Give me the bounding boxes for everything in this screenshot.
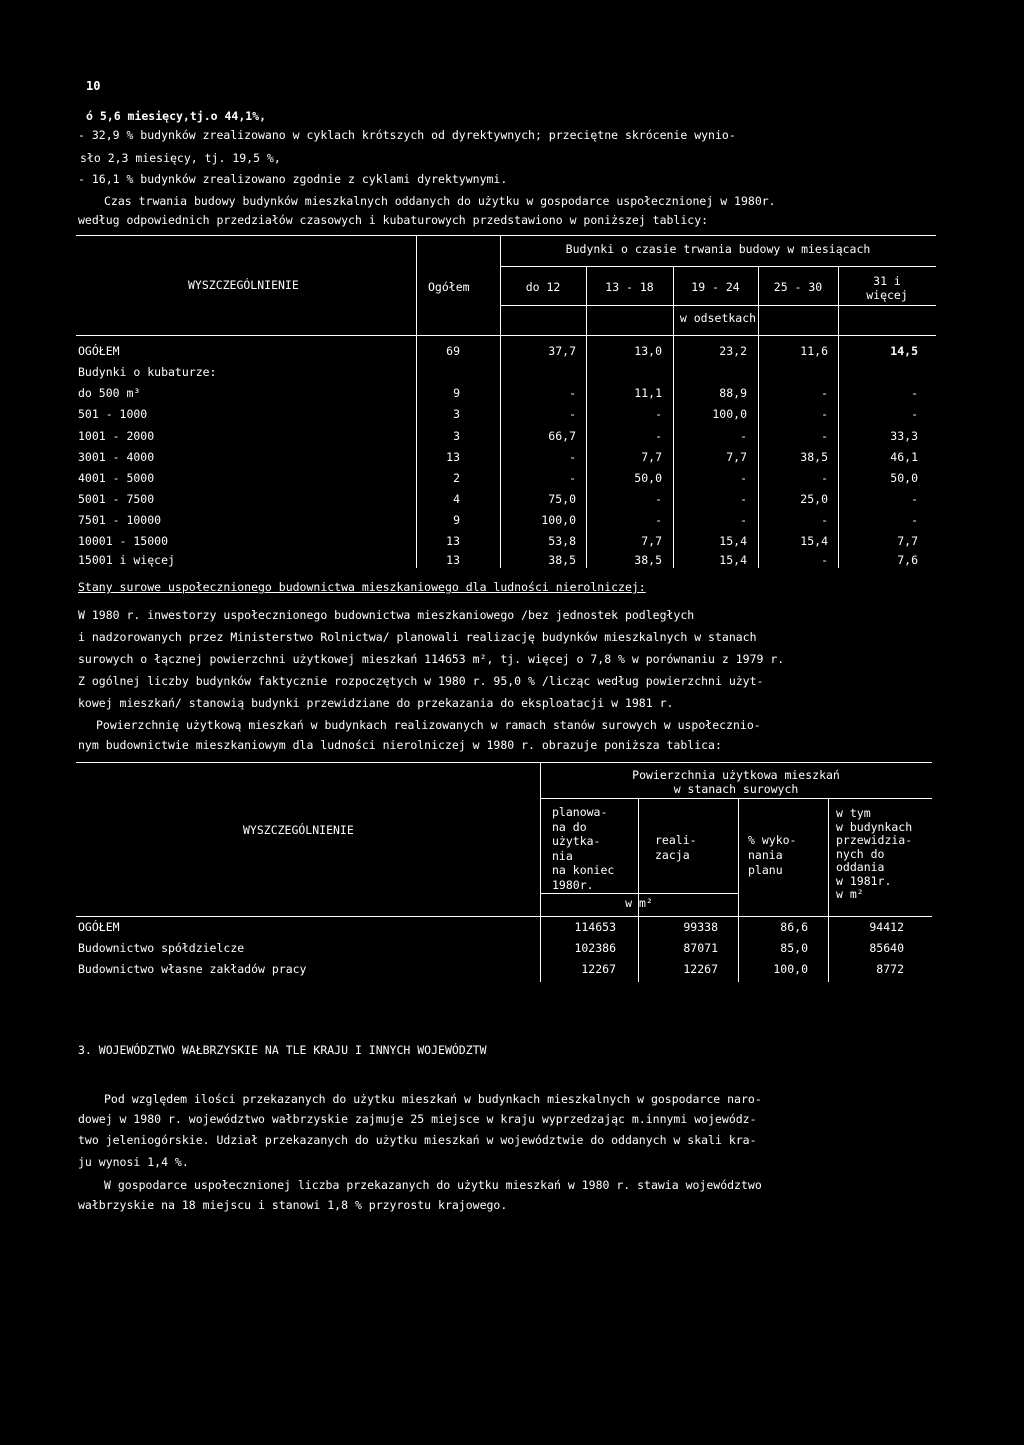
- cell: 15,4: [719, 553, 747, 567]
- cell: 15,4: [719, 534, 747, 548]
- table-rule: [76, 235, 936, 236]
- cell: 53,8: [548, 534, 576, 548]
- cell: 3: [453, 429, 460, 443]
- cell: 85,0: [780, 941, 808, 955]
- table-rule: [76, 335, 936, 336]
- final-line: W gospodarce uspołecznionej liczba przekazanych do użytku mieszkań w 1980 r. stawia województwo: [104, 1178, 762, 1192]
- row-label: 7501 - 10000: [78, 513, 162, 527]
- cell: 23,2: [719, 344, 747, 358]
- row-label: 1001 - 2000: [78, 429, 155, 443]
- row-label: Budynki o kubaturze:: [78, 365, 217, 379]
- intro-line: sło 2,3 miesięcy, tj. 19,5 %,: [80, 151, 281, 165]
- section3-heading: 3. WOJEWÓDZTWO WAŁBRZYSKIE NA TLE KRAJU I INNYCH WOJEWÓDZTW: [78, 1043, 487, 1057]
- page-number: 10: [86, 79, 101, 93]
- header-group: Powierzchnia użytkowa mieszkań w stanach surowych: [632, 768, 840, 796]
- cell: 114653: [574, 920, 616, 934]
- cell: 100,0: [712, 407, 747, 421]
- cell: 50,0: [634, 471, 662, 485]
- middle-line: Z ogólnej liczby budynków faktycznie rozpoczętych w 1980 r. 95,0 % /licząc według powierzchni użyt-: [78, 674, 764, 688]
- cell: 100,0: [773, 962, 808, 976]
- cell: -: [740, 429, 747, 443]
- column-header: reali- zacja: [655, 833, 697, 862]
- intro-line: Czas trwania budowy budynków mieszkalnych oddanych do użytku w gospodarce uspołecznionej w 1980r.: [104, 194, 776, 208]
- header-group: Budynki o czasie trwania budowy w miesiącach: [565, 242, 871, 256]
- middle-line: Powierzchnię użytkową mieszkań w budynkach realizowanych w ramach stanów surowych w uspołecznio-: [96, 718, 761, 732]
- cell: -: [569, 386, 576, 400]
- cell: -: [569, 407, 576, 421]
- cell: 85640: [869, 941, 904, 955]
- cell: 46,1: [890, 450, 918, 464]
- row-label: Budownictwo spółdzielcze: [78, 941, 245, 955]
- cell: 7,7: [726, 450, 747, 464]
- final-line: Pod względem ilości przekazanych do użytku mieszkań w budynkach mieszkalnych w gospodarce naro-: [104, 1092, 762, 1106]
- row-label: 5001 - 7500: [78, 492, 155, 506]
- final-line: wałbrzyskie na 18 miejscu i stanowi 1,8 % przyrostu krajowego.: [78, 1198, 508, 1212]
- cell: 14,5: [890, 344, 918, 358]
- header-specification: WYSZCZEGÓLNIENIE: [188, 278, 299, 292]
- cell: -: [911, 513, 918, 527]
- cell: 94412: [869, 920, 904, 934]
- cell: -: [655, 429, 662, 443]
- header-specification: WYSZCZEGÓLNIENIE: [243, 823, 354, 837]
- cell: -: [655, 492, 662, 506]
- row-label: 3001 - 4000: [78, 450, 155, 464]
- column-header: % wyko- nania planu: [748, 833, 797, 877]
- cell: -: [569, 450, 576, 464]
- cell: 102386: [574, 941, 616, 955]
- cell: 9: [453, 386, 460, 400]
- cell: 13: [446, 553, 460, 567]
- cell: 99338: [683, 920, 718, 934]
- cell: -: [821, 513, 828, 527]
- middle-line: W 1980 r. inwestorzy uspołecznionego budownictwa mieszkaniowego /bez jednostek podległych: [78, 608, 695, 622]
- cell: 4: [453, 492, 460, 506]
- cell: -: [821, 407, 828, 421]
- cell: 38,5: [548, 553, 576, 567]
- row-label: OGÓŁEM: [78, 344, 120, 358]
- header-total: Ogółem: [428, 280, 470, 294]
- unit-label: w m²: [625, 896, 653, 910]
- cell: 87071: [683, 941, 718, 955]
- table-rule: [540, 893, 738, 894]
- cell: 12267: [581, 962, 616, 976]
- cell: 50,0: [890, 471, 918, 485]
- cell: 100,0: [541, 513, 576, 527]
- row-label: OGÓŁEM: [78, 920, 120, 934]
- cell: 86,6: [780, 920, 808, 934]
- row-label: Budownictwo własne zakładów pracy: [78, 962, 307, 976]
- cell: -: [821, 553, 828, 567]
- final-line: ju wynosi 1,4 %.: [78, 1155, 189, 1169]
- table-rule: [540, 798, 932, 799]
- cell: 7,6: [897, 553, 918, 567]
- intro-line: ó 5,6 miesięcy,tj.o 44,1%,: [86, 109, 267, 123]
- cell: -: [740, 492, 747, 506]
- cell: -: [655, 407, 662, 421]
- cell: -: [655, 513, 662, 527]
- cell: 9: [453, 513, 460, 527]
- cell: -: [821, 386, 828, 400]
- cell: 75,0: [548, 492, 576, 506]
- row-label: 501 - 1000: [78, 407, 148, 421]
- cell: -: [821, 471, 828, 485]
- intro-line: - 32,9 % budynków zrealizowano w cyklach krótszych od dyrektywnych; przeciętne skrócenie wynio-: [78, 128, 736, 142]
- final-line: two jeleniogórskie. Udział przekazanych do użytku mieszkań w województwie do oddanych w skali kra-: [78, 1133, 757, 1147]
- row-label: 10001 - 15000: [78, 534, 169, 548]
- column-header: do 12: [525, 280, 561, 294]
- final-line: dowej w 1980 r. województwo wałbrzyskie zajmuje 25 miejsce w kraju wyprzedzając m.innymi wojewódz-: [78, 1112, 757, 1126]
- cell: -: [821, 429, 828, 443]
- table-rule: [76, 916, 932, 917]
- cell: 3: [453, 407, 460, 421]
- column-header: w tym w budynkach przewidzia- nych do oddania w 1981r. w m²: [836, 806, 913, 901]
- cell: -: [911, 407, 918, 421]
- cell: 2: [453, 471, 460, 485]
- cell: 33,3: [890, 429, 918, 443]
- unit-label: w odsetkach: [679, 311, 757, 325]
- cell: 37,7: [548, 344, 576, 358]
- cell: 38,5: [634, 553, 662, 567]
- middle-line: i nadzorowanych przez Ministerstwo Rolnictwa/ planowali realizację budynków mieszkalnych w stanach: [78, 630, 757, 644]
- column-header: 25 - 30: [773, 280, 823, 294]
- cell: 7,7: [897, 534, 918, 548]
- cell: 13: [446, 534, 460, 548]
- cell: 69: [446, 344, 460, 358]
- cell: 38,5: [800, 450, 828, 464]
- cell: 13,0: [634, 344, 662, 358]
- cell: 88,9: [719, 386, 747, 400]
- cell: 8772: [876, 962, 904, 976]
- row-label: 15001 i więcej: [78, 553, 175, 567]
- middle-line: surowych o łącznej powierzchni użytkowej mieszkań 114653 m², tj. więcej o 7,8 % w porównaniu z 1979 r.: [78, 652, 785, 666]
- table-rule: [500, 266, 936, 267]
- cell: -: [740, 513, 747, 527]
- cell: -: [911, 386, 918, 400]
- middle-line: nym budownictwie mieszkaniowym dla ludności nierolniczej w 1980 r. obrazuje poniższa tablica:: [78, 738, 722, 752]
- section-heading: Stany surowe uspołecznionego budownictwa mieszkaniowego dla ludności nierolniczej:: [78, 580, 646, 594]
- cell: -: [569, 471, 576, 485]
- row-label: 4001 - 5000: [78, 471, 155, 485]
- table-rule: [76, 762, 932, 763]
- cell: 11,1: [634, 386, 662, 400]
- cell: 66,7: [548, 429, 576, 443]
- column-header: planowa- na do użytka- nia na koniec 1980r.: [552, 805, 615, 892]
- cell: 15,4: [800, 534, 828, 548]
- column-header: 19 - 24: [691, 280, 740, 294]
- column-header: 31 i więcej: [866, 274, 908, 302]
- cell: 12267: [683, 962, 718, 976]
- intro-line: według odpowiednich przedziałów czasowych i kubaturowych przedstawiono w poniższej tablicy:: [78, 213, 709, 227]
- cell: -: [740, 471, 747, 485]
- cell: 7,7: [641, 534, 662, 548]
- cell: 25,0: [800, 492, 828, 506]
- table-rule: [500, 305, 936, 306]
- column-header: 13 - 18: [605, 280, 654, 294]
- cell: 13: [446, 450, 460, 464]
- cell: 11,6: [800, 344, 828, 358]
- middle-line: kowej mieszkań/ stanowią budynki przewidziane do przekazania do eksploatacji w 1981 r.: [78, 696, 674, 710]
- cell: 7,7: [641, 450, 662, 464]
- cell: -: [911, 492, 918, 506]
- row-label: do 500 m³: [78, 386, 141, 400]
- intro-line: - 16,1 % budynków zrealizowano zgodnie z cyklami dyrektywnymi.: [78, 172, 508, 186]
